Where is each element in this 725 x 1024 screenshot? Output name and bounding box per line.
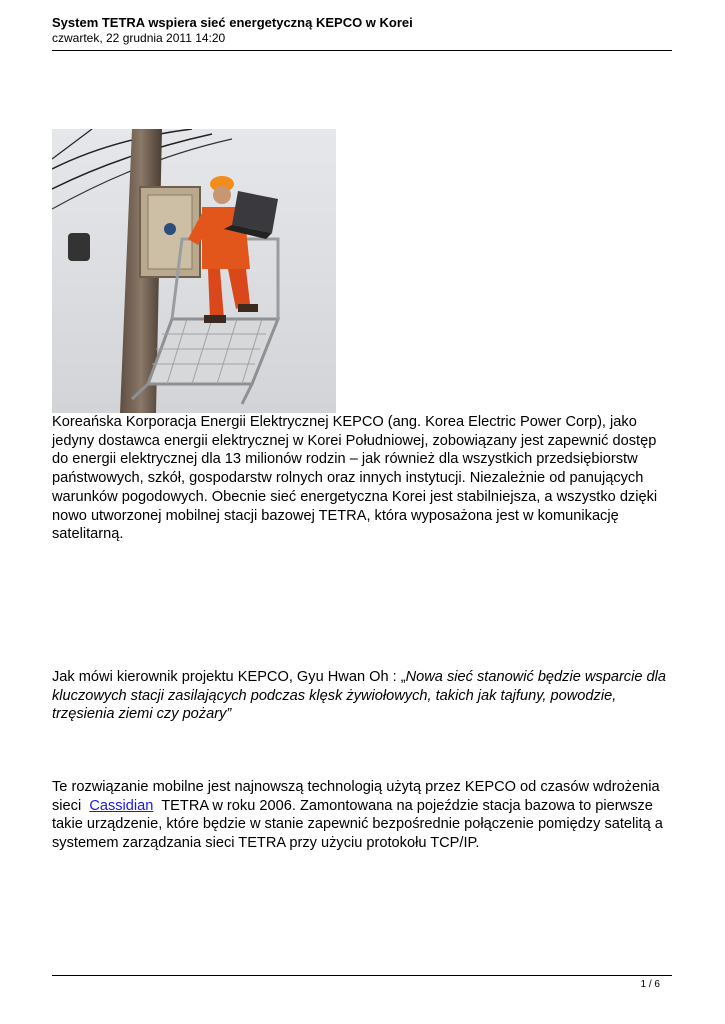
cassidian-link[interactable]: Cassidian [89,797,154,814]
solution-line-2b: TETRA w roku 2006. Zamontowana na pojeździe stacja bazowa to pierwsze [153,797,653,814]
photo-icon [52,129,336,413]
page-number: 1 / 6 [640,979,660,990]
solution-line-4: systemem zarządzania sieci TETRA przy użyciu protokołu TCP/IP. [52,835,480,852]
intro-line-5: warunków pogodowych. Obecnie sieć energetyczna Korei jest stabilniejsza, a wszystko dzięki [52,488,658,505]
solution-line-3: takie urządzenie, które będzie w stanie zapewnić bezpośrednie połączenie pomiędzy satelitą a [52,816,663,833]
header-divider [52,50,672,51]
intro-line-4: państwowych, szkół, gospodarstw rolnych oraz innych instytucji. Niezależnie od panujących [52,470,644,487]
footer-divider [52,975,672,976]
paragraph-quote [52,668,680,724]
intro-line-7: satelitarną. [52,526,124,543]
paragraph-intro [52,413,680,544]
quote-lead: Jak mówi kierownik projektu KEPCO, Gyu Hwan Oh : „ [52,669,406,685]
article-date: czwartek, 22 grudnia 2011 14:20 [52,31,226,45]
quote-line-2: kluczowych stacji zasilających podczas klęsk żywiołowych, takich jak tajfuny, powodzie, [52,687,617,704]
page-header [52,14,672,46]
intro-line-1: Koreańska Korporacja Energii Elektrycznej KEPCO (ang. Korea Electric Power Corp), jako [52,414,637,430]
intro-line-6: nowo utworzonej mobilnej stacji bazowej TETRA, która wyposażona jest w komunikację [52,507,619,524]
intro-line-3: do energii elektrycznej dla 13 milionów rodzin – jak również dla wszystkich przedsiębiorstw [52,451,638,468]
paragraph-solution [52,778,680,853]
solution-line-1: Te rozwiązanie mobilne jest najnowszą technologią użytą przez KEPCO od czasów wdrożenia [52,779,660,795]
quote-line-1: Nowa sieć stanowić będzie wsparcie dla [405,669,666,685]
intro-line-2: jedyny dostawca energii elektrycznej w Korei Południowej, zobowiązany jest zapewnić dostęp [52,432,657,449]
solution-line-2a: sieci [52,797,90,814]
quote-line-3: trzęsienia ziemi czy pożary” [52,706,232,723]
article-title: System TETRA wspiera sieć energetyczną KEPCO w Korei [52,15,413,30]
